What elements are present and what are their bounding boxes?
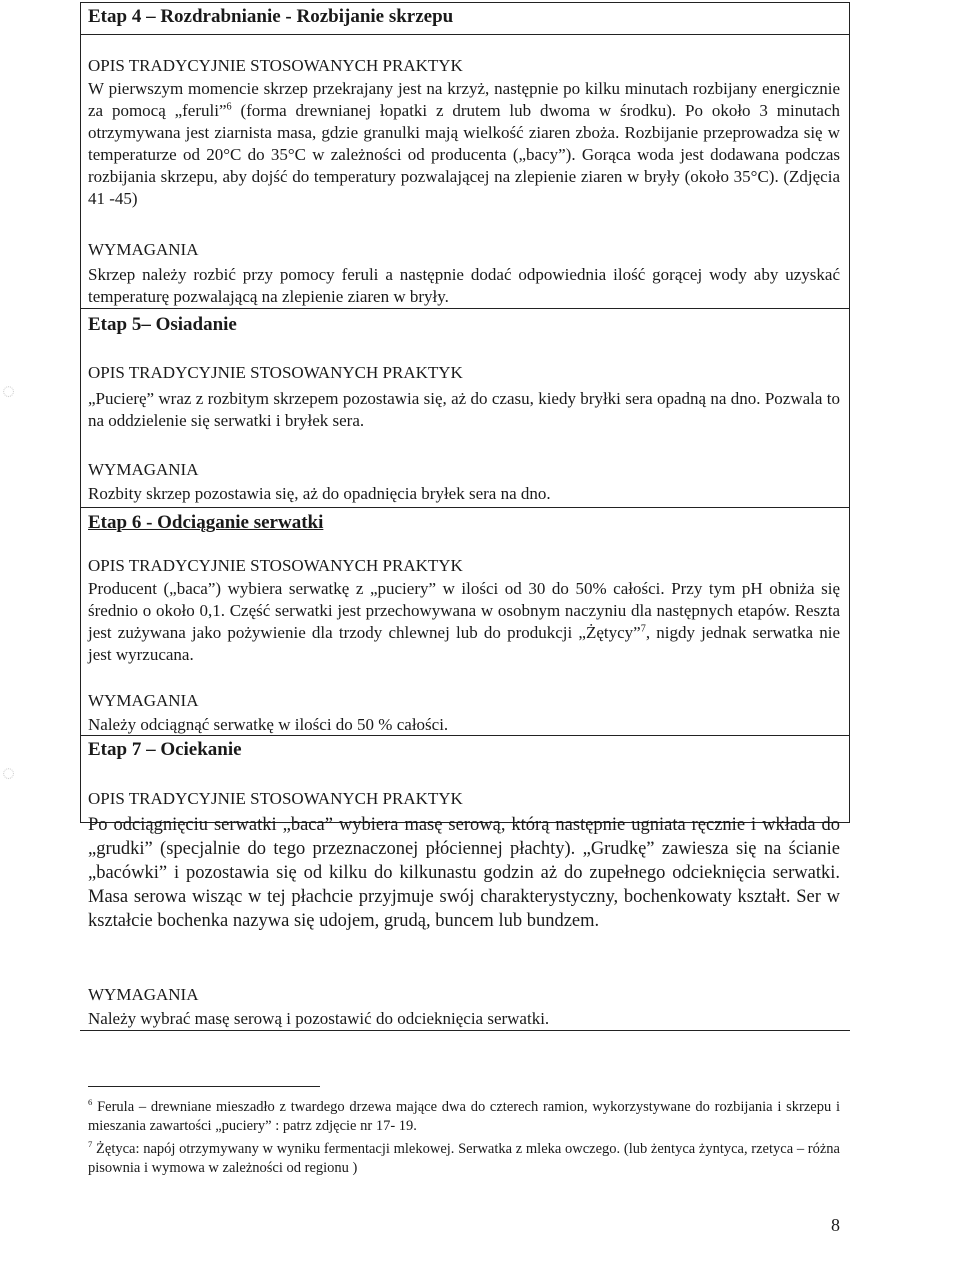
etap7-wymagania-text: Należy wybrać masę serową i pozostawić do odcieknięcia serwatki. xyxy=(88,1009,550,1028)
punch-hole-mark: ◌ xyxy=(2,760,16,785)
etap5-title: Etap 5– Osiadanie xyxy=(88,314,237,335)
etap6-wymagania-text: Należy odciągnąć serwatkę w ilości do 50 % całości. xyxy=(88,715,449,734)
etap4-title: Etap 4 – Rozdrabnianie - Rozbijanie skrzepu xyxy=(88,6,454,27)
etap7-wymagania-title: WYMAGANIA xyxy=(88,985,199,1004)
separator-etap4 xyxy=(80,34,850,35)
page-number: 8 xyxy=(831,1215,840,1235)
punch-hole-mark: ◌ xyxy=(2,378,16,403)
etap5-wymagania-title: WYMAGANIA xyxy=(88,460,199,479)
footnote-6: $^6$ Ferula – drewniane mieszadło z twardego drzewa mające dwa do czterech ramion, wykorzystywane do rozbijania i skrzepu i mieszania zawartości „puciery” : patrz zdjęcie nr 17- 19. xyxy=(88,1097,840,1134)
separator-etap6 xyxy=(80,507,850,508)
etap6-opis-title: OPIS TRADYCYJNIE STOSOWANYCH PRAKTYK xyxy=(88,556,463,575)
etap4-opis-title: OPIS TRADYCYJNIE STOSOWANYCH PRAKTYK xyxy=(88,56,463,75)
etap6-opis-text: Producent („baca”) wybiera serwatkę z „puciery” w ilości od 30 do 50% całości. Przy tym pH obniża się średnio o około 0,1. Część serwatki jest przechowywana w osobnym naczyniu dla następnych etapów. Reszta jest zużywana jako pożywienie dla trzody chlewnej lub do produkcji „Żętycy”$^7$, nigdy jednak serwatka nie jest wyrzucana. xyxy=(88,579,840,664)
etap5-wymagania-text: Rozbity skrzep pozostawia się, aż do opadnięcia bryłek sera na dno. xyxy=(88,484,551,503)
etap4-wymagania-title: WYMAGANIA xyxy=(88,240,199,259)
etap6-title: Etap 6 - Odciąganie serwatki xyxy=(88,512,324,533)
etap7-opis-text: Po odciągnięciu serwatki „baca” wybiera masę serową, którą następnie ugniata ręcznie i wkłada do „grudki” (specjalnie do tego przeznaczonej płóciennej płachty). „Grudkę” zawiesza się na ścianie „bacówki” i pozostawia się od kilku do kilkunastu godzin aż do zupełnego odcieknięcia serwatki. Masa serowa wisząc w tej płachcie przyjmuje swój charakterystyczny, bochenkowaty kształt. Ser w kształcie bochenka nazywa się udojem, grudą, buncem lub bundzem. xyxy=(88,815,840,931)
etap4-wymagania-text: Skrzep należy rozbić przy pomocy feruli a następnie dodać odpowiednia ilość gorącej wody aby uzyskać temperaturę pozwalającą na zlepienie ziaren w bryły. xyxy=(88,265,840,306)
footnote-rule xyxy=(88,1086,320,1087)
etap7-title: Etap 7 – Ociekanie xyxy=(88,739,242,760)
etap5-opis-title: OPIS TRADYCYJNIE STOSOWANYCH PRAKTYK xyxy=(88,363,463,382)
separator-etap5 xyxy=(80,308,850,309)
etap4-opis-text: W pierwszym momencie skrzep przekrajany jest na krzyż, następnie po kilku minutach rozbijany energicznie za pomocą „feruli”$^6$ (forma drewnianej łopatki z drutem lub dwoma w środku). Po około 3 minutach otrzymywana jest ziarnista masa, gdzie granulki mają wielkość ziaren zboża. Rozbijanie przeprowadza się w temperaturze od 20°C do 35°C w zależności od producenta („bacy”). Gorąca woda jest dodawana podczas rozbijania skrzepu, aby dojść do temperatury pozwalającej na zlepienie ziaren w bryły (około 35°C). (Zdjęcia 41 -45) xyxy=(88,79,841,208)
footnote-7: $^7$ Żętyca: napój otrzymywany w wyniku fermentacji mlekowej. Serwatka z mleka owczego. (lub żentyca żyntyca, rzetyca – różna pisownia i wymowa w zależności od regionu ) xyxy=(88,1139,840,1176)
etap7-bottom-rule xyxy=(80,1030,850,1031)
etap6-wymagania-title: WYMAGANIA xyxy=(88,691,199,710)
etap7-opis-title: OPIS TRADYCYJNIE STOSOWANYCH PRAKTYK xyxy=(88,789,463,808)
etap5-opis-text: „Pucierę” wraz z rozbitym skrzepem pozostawia się, aż do czasu, kiedy bryłki sera opadną na dno. Pozwala to na oddzielenie się serwatki i bryłek sera. xyxy=(88,389,840,430)
